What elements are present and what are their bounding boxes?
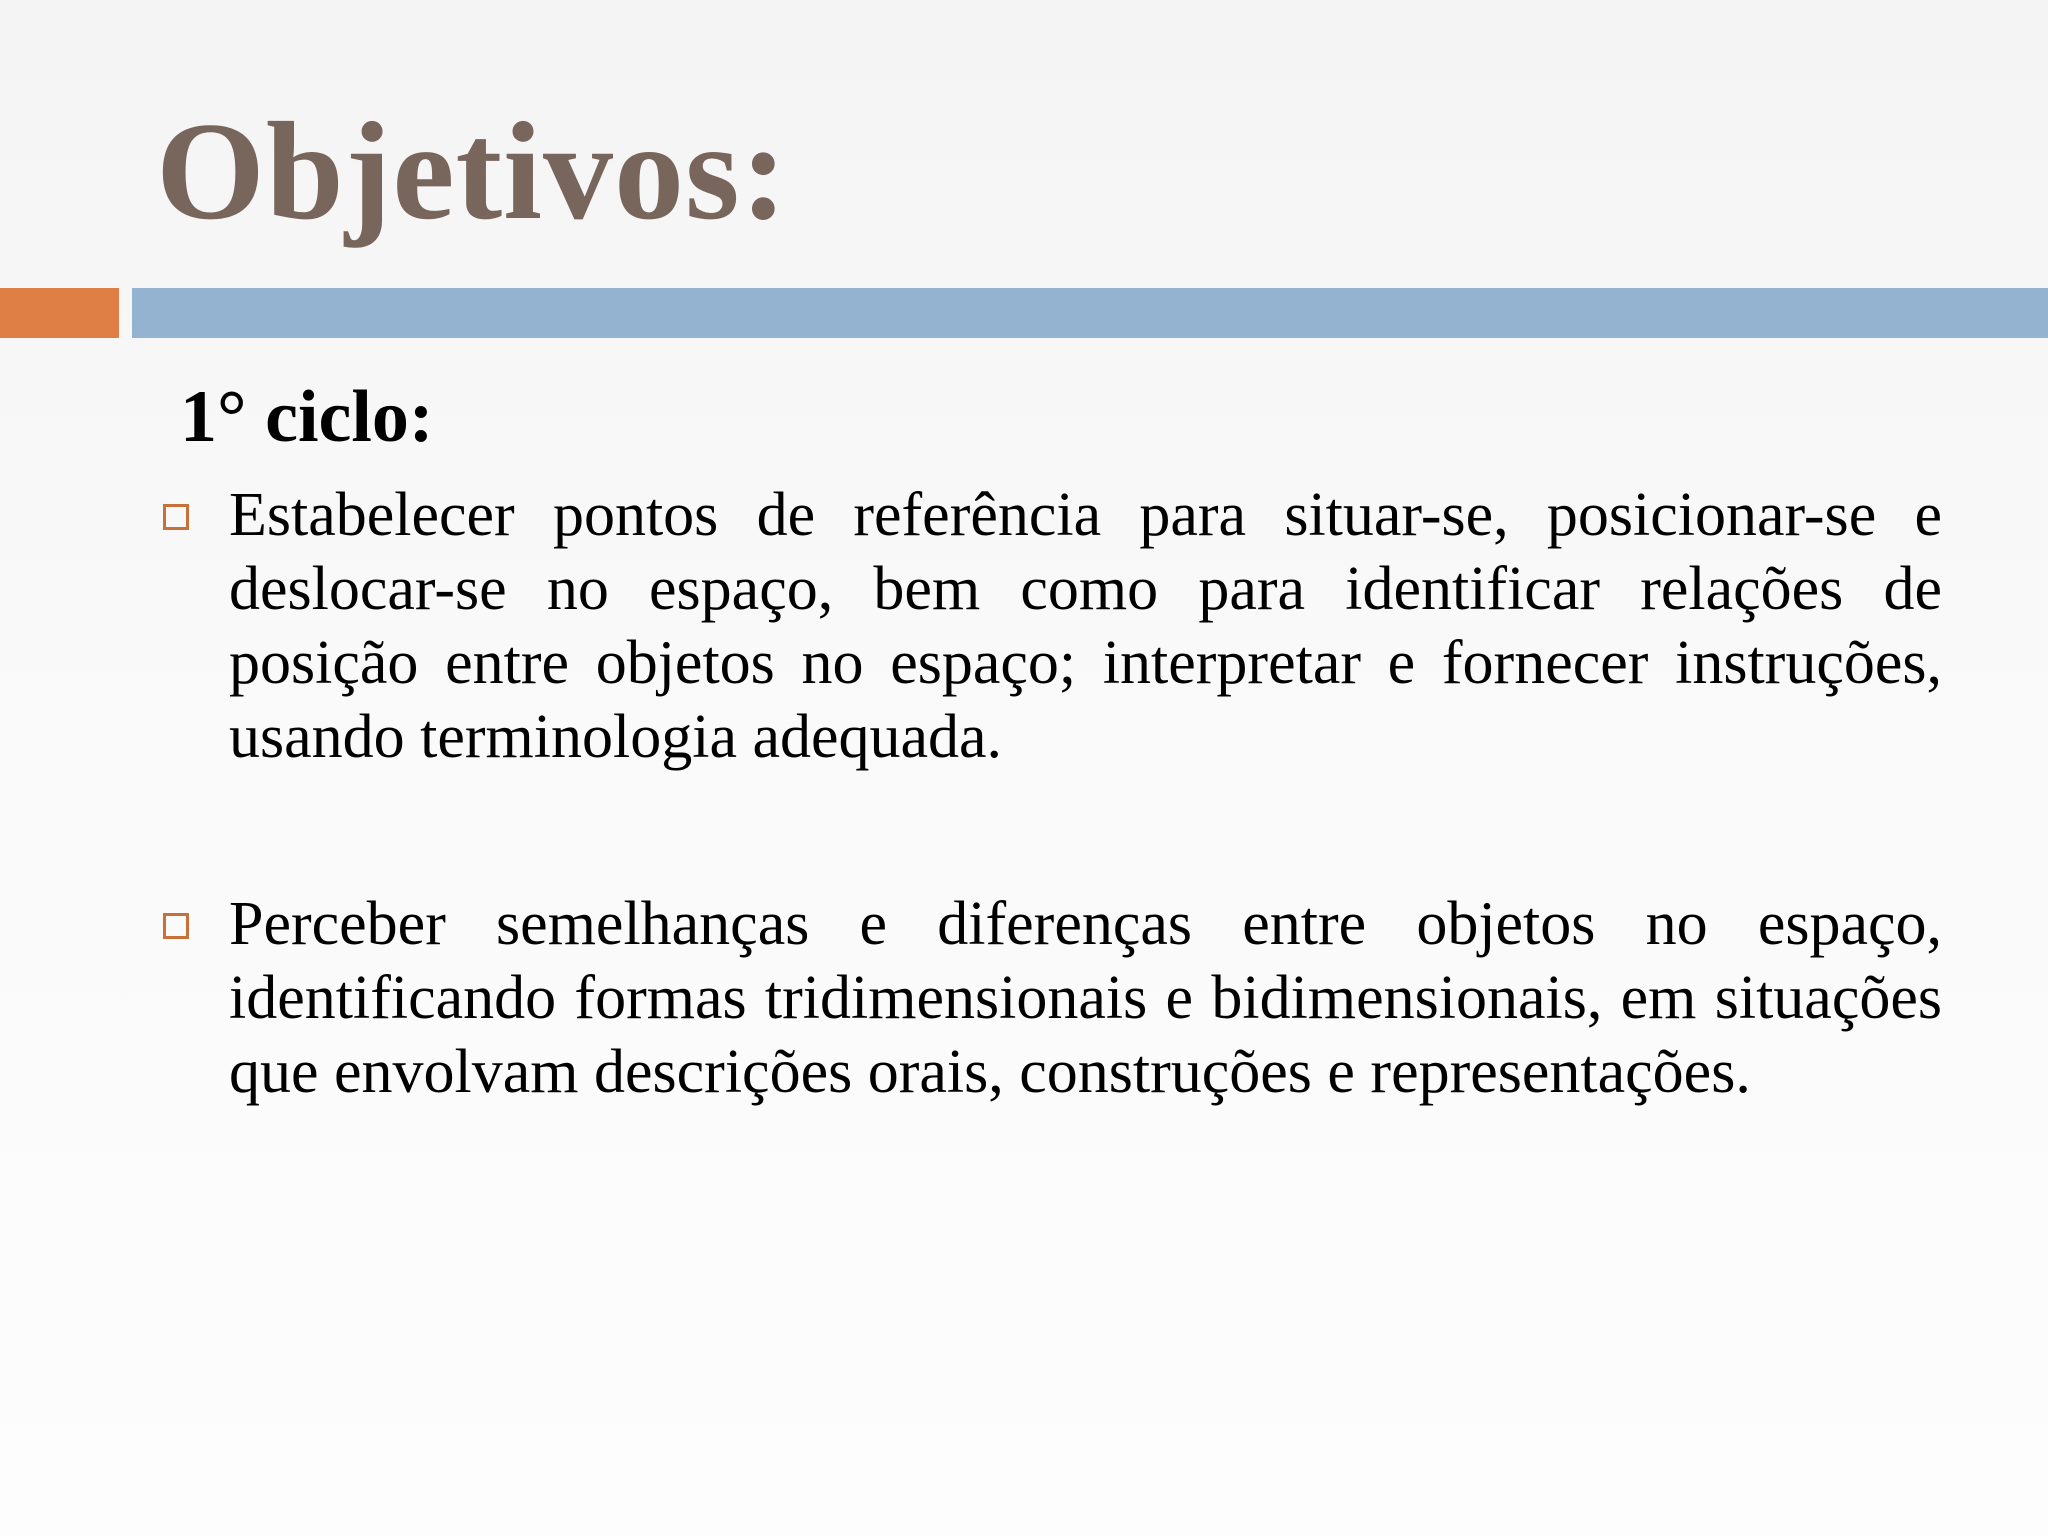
slide-title: Objetivos: xyxy=(156,94,789,249)
accent-bar-blue xyxy=(132,288,2048,338)
hollow-square-bullet-icon xyxy=(163,913,189,939)
hollow-square-bullet-icon xyxy=(163,504,189,530)
bullet-text: Estabelecer pontos de referência para situar-se, posicionar-se e deslocar-se no espaço, bem como para identificar relações de posição entre objetos no espaço; interpretar e fornecer instruções, usando terminologia adequada. xyxy=(229,481,1942,771)
accent-bar-orange xyxy=(0,288,119,338)
bullet-text: Perceber semelhanças e diferenças entre objetos no espaço, identificando formas tridimensionais e bidimensionais, em situações que envolvam descrições orais, construções e representações. xyxy=(229,890,1942,1106)
section-heading: 1° ciclo: xyxy=(180,376,434,458)
